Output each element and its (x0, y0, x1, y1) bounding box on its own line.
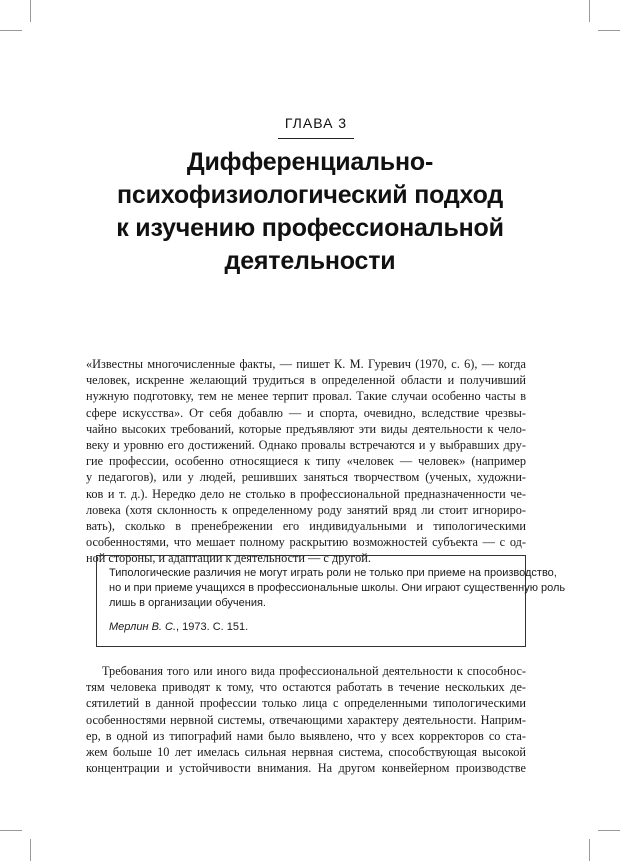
text-line: «Известны многочисленные факты, — пишет К. М. Гуревич (1970, с. 6), — когда (86, 357, 526, 371)
quote-citation: , 1973. С. 151. (176, 621, 249, 633)
crop-mark (598, 30, 620, 31)
text-line: вать), сколько в пренебрежении его индивидуальными и типологическими (86, 518, 526, 533)
text-line: концентрации и устойчивости внимания. На другом конвейерном производстве (86, 761, 526, 776)
text-line: ной стороны, и адаптации к деятельности — с другой. (86, 551, 371, 566)
text-line: сфере искусства». От себя добавлю — и спорта, очевидно, вследствие чрезвы- (86, 405, 526, 420)
crop-mark (0, 830, 22, 831)
quote-line: но и при приеме учащихся в профессиональные школы. Они играют существенную роль (109, 582, 566, 594)
quote-line: лишь в организации обучения. (109, 597, 266, 609)
text-line: гие профессии, особенно относящиеся к типу «человек — человек» (например (86, 454, 526, 469)
chapter-title-line: Дифференциально- (186, 148, 434, 176)
quote-line: Типологические различия не могут играть роли не только при приеме на производство, (109, 567, 557, 579)
text-line: жем больше 10 лет имелась сильная нервная система, способствующая высокой (86, 744, 526, 759)
quote-box (96, 555, 566, 647)
quote-source (109, 620, 513, 635)
text-line: ков и т. д.). Нередко дело не столько в профессиональной предназначенности че- (86, 486, 526, 501)
quote-author: Мерлин В. С. (109, 621, 177, 633)
intro-paragraph (86, 356, 526, 566)
text-line: Требования того или иного вида профессиональной деятельности к способнос- (102, 664, 526, 678)
crop-mark (589, 0, 590, 22)
chapter-title-line: психофизиологический подход (116, 181, 503, 209)
chapter-title-line: к изучению профессиональной (116, 214, 504, 242)
text-line: нужную подготовку, тем не менее терпит провал. Такие случаи особенно часты в (86, 389, 526, 404)
crop-mark (589, 839, 590, 861)
text-line: человек, искренне желающий трудиться в определенной области и получивший (86, 373, 526, 388)
crop-mark (30, 0, 31, 22)
text-line: особенностями нервной системы, отвечающими характеру деятельности. Наприм- (86, 712, 526, 727)
text-line: тям человека приводят к тому, что остаются работать в течение нескольких де- (86, 680, 526, 695)
chapter-title-line: деятельности (224, 247, 396, 275)
crop-mark (30, 839, 31, 861)
text-line: особенностями, что мешает полному раскрытию возможностей субъекта — с од- (86, 535, 526, 550)
text-line: у педагогов), или у людей, решивших заняться творчеством (ученых, художни- (86, 470, 526, 485)
chapter-title (60, 146, 560, 278)
text-line: ер, в одной из типографий нами было выявлено, что у всех корректоров со ста- (86, 728, 526, 743)
text-line: ловека (хотя склонность к определенному роду занятий вряд ли стоит игнориро- (86, 502, 526, 517)
second-paragraph (86, 663, 526, 776)
text-line: веку и уровню его достижений. Однако провалы встречаются и у выбравших дру- (86, 437, 526, 452)
crop-mark (598, 830, 620, 831)
crop-mark (0, 30, 22, 31)
text-line: чайно высоких требований, которые предъявляют эти виды деятельности к чело- (86, 421, 526, 436)
text-line: сятилетий в данной профессии только лица с определенными типологическими (86, 696, 526, 711)
chapter-label: ГЛАВА 3 (278, 112, 354, 139)
